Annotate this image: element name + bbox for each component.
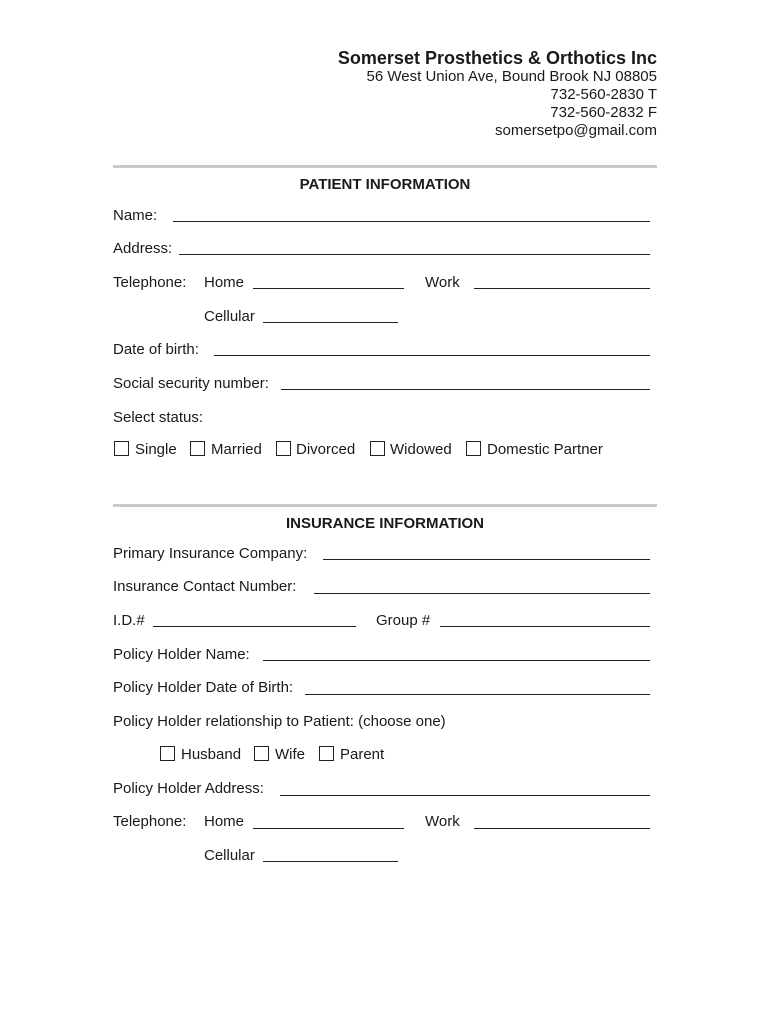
holder-name-field[interactable] bbox=[263, 660, 650, 661]
company-fax: 732-560-2832 F bbox=[550, 104, 657, 121]
status-label: Select status: bbox=[113, 409, 204, 426]
ssn-label: Social security number: bbox=[113, 375, 269, 392]
insurance-company-label: Primary Insurance Company: bbox=[113, 545, 308, 562]
patient-section-title: PATIENT INFORMATION bbox=[299, 176, 471, 193]
married-checkbox[interactable] bbox=[190, 441, 205, 456]
divorced-label: Divorced bbox=[296, 441, 356, 458]
insurance-telephone-label: Telephone: bbox=[113, 813, 187, 830]
domestic-partner-checkbox[interactable] bbox=[466, 441, 481, 456]
home-phone-field[interactable] bbox=[253, 288, 404, 289]
insurance-contact-label: Insurance Contact Number: bbox=[113, 578, 297, 595]
work-phone-label: Work bbox=[425, 274, 460, 291]
holder-address-label: Policy Holder Address: bbox=[113, 780, 264, 797]
relationship-label: Policy Holder relationship to Patient: (choose one) bbox=[113, 713, 446, 730]
insurance-section-title: INSURANCE INFORMATION bbox=[285, 515, 485, 532]
id-label: I.D.# bbox=[113, 612, 145, 629]
id-field[interactable] bbox=[153, 626, 356, 627]
name-label: Name: bbox=[113, 207, 158, 224]
dob-label: Date of birth: bbox=[113, 341, 199, 358]
dob-field[interactable] bbox=[214, 355, 650, 356]
insurance-home-phone-label: Home bbox=[204, 813, 245, 830]
wife-checkbox[interactable] bbox=[254, 746, 269, 761]
insurance-contact-field[interactable] bbox=[314, 593, 650, 594]
home-phone-label: Home bbox=[204, 274, 245, 291]
company-name: Somerset Prosthetics & Orthotics Inc bbox=[337, 48, 657, 68]
holder-dob-field[interactable] bbox=[305, 694, 650, 695]
ssn-field[interactable] bbox=[281, 389, 650, 390]
section-divider-insurance bbox=[113, 504, 657, 507]
cellular-label: Cellular bbox=[204, 308, 255, 325]
single-checkbox[interactable] bbox=[114, 441, 129, 456]
holder-name-label: Policy Holder Name: bbox=[113, 646, 250, 663]
name-field[interactable] bbox=[173, 221, 650, 222]
married-label: Married bbox=[211, 441, 262, 458]
husband-checkbox[interactable] bbox=[160, 746, 175, 761]
insurance-cellular-label: Cellular bbox=[204, 847, 255, 864]
parent-checkbox[interactable] bbox=[319, 746, 334, 761]
company-phone: 732-560-2830 T bbox=[550, 86, 657, 103]
address-label: Address: bbox=[113, 240, 173, 257]
widowed-label: Widowed bbox=[390, 441, 452, 458]
group-label: Group # bbox=[376, 612, 431, 629]
widowed-checkbox[interactable] bbox=[370, 441, 385, 456]
wife-label: Wife bbox=[275, 746, 305, 763]
insurance-work-phone-field[interactable] bbox=[474, 828, 650, 829]
insurance-cellular-field[interactable] bbox=[263, 861, 398, 862]
husband-label: Husband bbox=[181, 746, 242, 763]
insurance-company-field[interactable] bbox=[323, 559, 650, 560]
insurance-home-phone-field[interactable] bbox=[253, 828, 404, 829]
single-label: Single bbox=[135, 441, 177, 458]
section-divider-patient bbox=[113, 165, 657, 168]
company-address: 56 West Union Ave, Bound Brook NJ 08805 bbox=[366, 68, 657, 85]
holder-address-field[interactable] bbox=[280, 795, 650, 796]
parent-label: Parent bbox=[340, 746, 385, 763]
address-field[interactable] bbox=[179, 254, 650, 255]
divorced-checkbox[interactable] bbox=[276, 441, 291, 456]
insurance-work-phone-label: Work bbox=[425, 813, 460, 830]
holder-dob-label: Policy Holder Date of Birth: bbox=[113, 679, 294, 696]
cellular-field[interactable] bbox=[263, 322, 398, 323]
work-phone-field[interactable] bbox=[474, 288, 650, 289]
domestic-partner-label: Domestic Partner bbox=[487, 441, 603, 458]
company-email: somersetpo@gmail.com bbox=[495, 122, 657, 139]
telephone-label: Telephone: bbox=[113, 274, 187, 291]
group-field[interactable] bbox=[440, 626, 650, 627]
